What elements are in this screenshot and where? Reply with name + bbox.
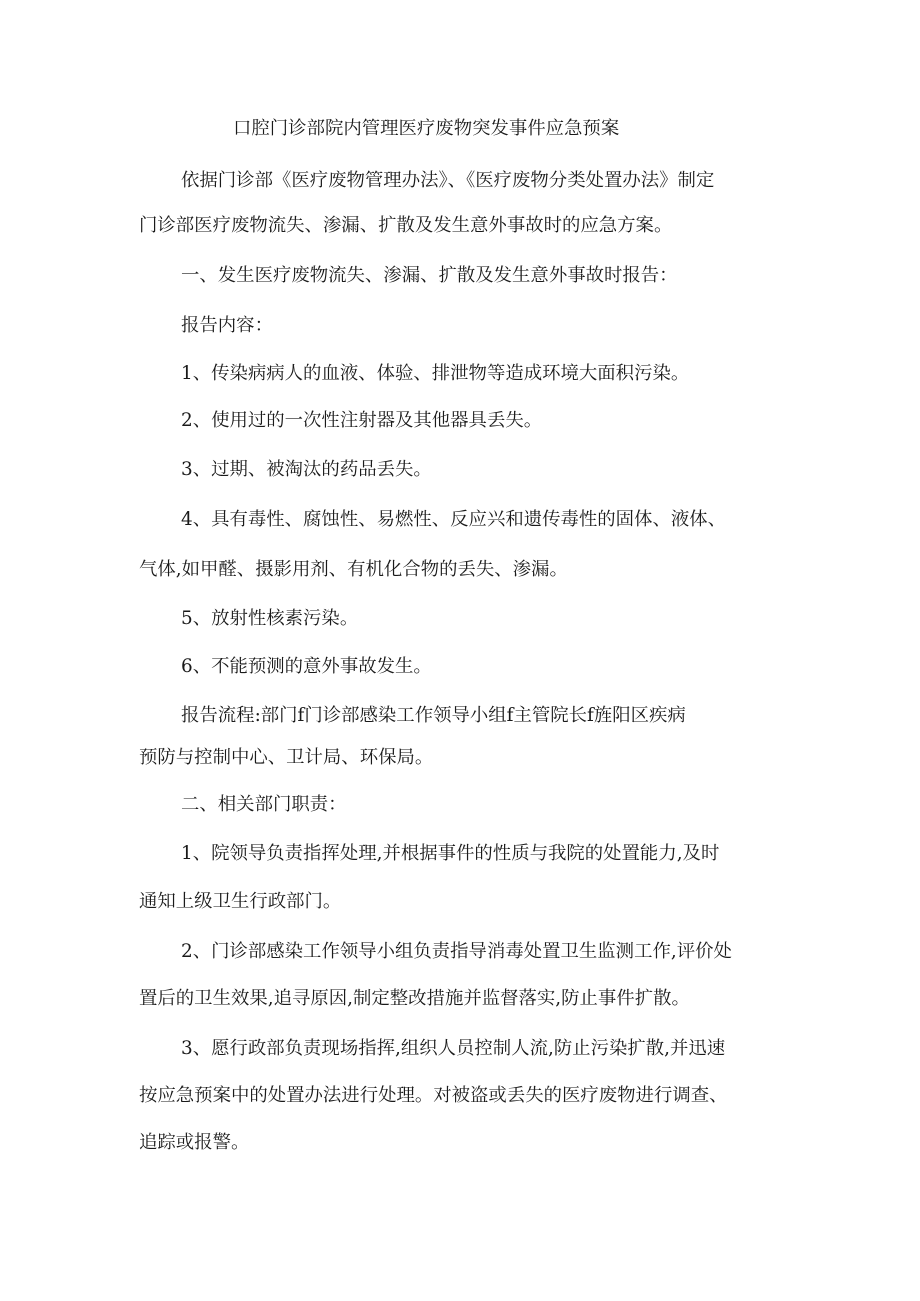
report-content-label: 报告内容： xyxy=(181,315,273,336)
report-flow-line-1: 报告流程:部门f门诊部感染工作领导小组f主管院长f旌阳区疾病 xyxy=(181,705,686,726)
report-item-4-cont: 气体,如甲醛、摄影用剂、有机化合物的丢失、渗漏。 xyxy=(139,559,568,580)
report-flow-line-2: 预防与控制中心、卫计局、环保局。 xyxy=(139,747,434,768)
report-item-4: 4、具有毒性、腐蚀性、易燃性、反应兴和遗传毒性的固体、液体、 xyxy=(181,509,727,530)
report-item-1: 1、传染病病人的血液、体验、排泄物等造成环境大面积污染。 xyxy=(181,363,690,384)
section-2-heading: 二、相关部门职责： xyxy=(181,794,347,815)
duty-3-line-2: 按应急预案中的处置办法进行处理。对被盗或丢失的医疗废物进行调查、 xyxy=(139,1085,728,1106)
report-item-2: 2、使用过的一次性注射器及其他器具丢失。 xyxy=(181,410,543,431)
duty-1-line-2: 通知上级卫生行政部门。 xyxy=(139,891,342,912)
duty-2-line-1: 2、门诊部感染工作领导小组负责指导消毒处置卫生监测工作,评价处 xyxy=(181,941,732,962)
duty-3-line-3: 追踪或报警。 xyxy=(139,1132,250,1153)
report-item-6: 6、不能预测的意外事故发生。 xyxy=(181,656,432,677)
report-item-5: 5、放射性核素污染。 xyxy=(181,608,359,629)
report-item-3: 3、过期、被淘汰的药品丢失。 xyxy=(181,459,432,480)
document-title: 口腔门诊部院内管理医疗废物突发事件应急预案 xyxy=(233,118,620,139)
section-1-heading: 一、发生医疗废物流失、渗漏、扩散及发生意外事故时报告： xyxy=(181,265,678,286)
duty-3-line-1: 3、愿行政部负责现场指挥,组织人员控制人流,防止污染扩散,并迅速 xyxy=(181,1038,726,1059)
duty-2-line-2: 置后的卫生效果,追寻原因,制定整改措施并监督落实,防止事件扩散。 xyxy=(139,988,690,1009)
intro-line-2: 门诊部医疗废物流失、渗漏、扩散及发生意外事故时的应急方案。 xyxy=(139,215,673,236)
intro-line-1: 依据门诊部《医疗废物管理办法》、《医疗废物分类处置办法》制定 xyxy=(181,170,715,191)
duty-1-line-1: 1、院领导负责指挥处理,并根据事件的性质与我院的处置能力,及时 xyxy=(181,843,720,864)
